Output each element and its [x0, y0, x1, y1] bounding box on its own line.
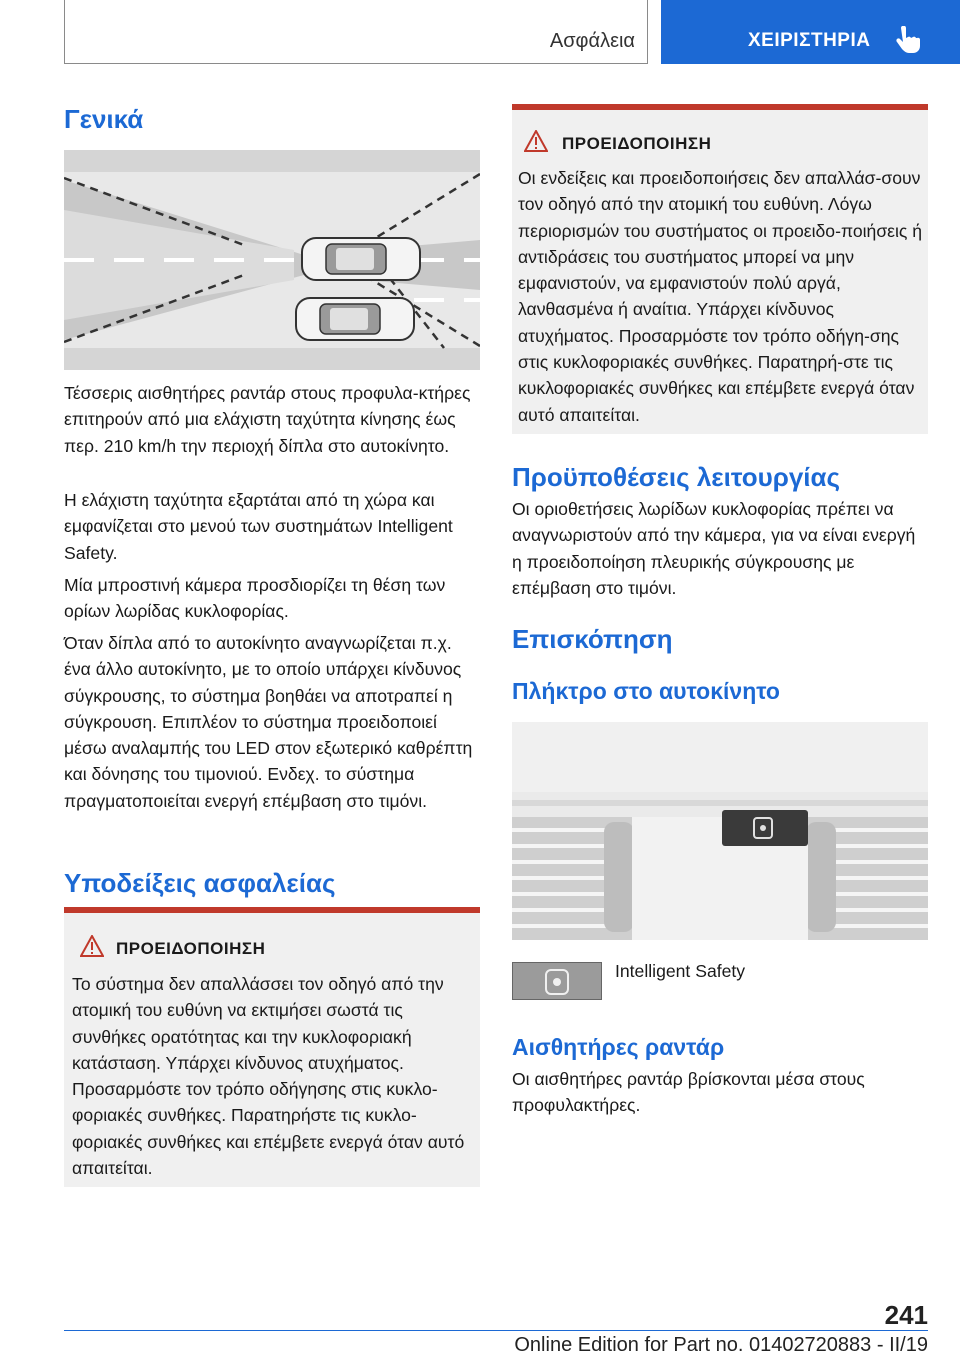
section-title-general: Γενικά [64, 104, 144, 134]
warning-label-left: ΠΡΟΕΙΔΟΠΟΙΗΣΗ [116, 939, 266, 958]
page-number: 241 [884, 1300, 928, 1330]
section-title-prerequisites: Προϋποθέσεις λειτουργίας [512, 462, 841, 492]
general-paragraph-4: Όταν δίπλα από το αυτοκίνητο αναγνωρίζεται π.χ. ένα άλλο αυτοκίνητο, με το οποίο υπάρχει κίνδυνος σύγκρουσης, το σύστημα βοηθάει να αποτραπεί η σύγκρουση. Επιπλέον το σύστημα προειδοποιεί μέσω αναλαμπής του LED στον εξωτερικό καθρέπτη και δόνησης του τιμονιού. Ενδεχ. το σύστημα πραγματοποιείται ενεργή επέμβαση στο τιμόνι. [64, 633, 473, 811]
footer-divider [64, 1330, 928, 1331]
radar-paragraph: Οι αισθητήρες ραντάρ βρίσκονται μέσα στους προφυλακτήρες. [512, 1069, 865, 1116]
section-title-overview: Επισκόπηση [512, 624, 673, 654]
edition-note: Online Edition for Part no. 01402720883 - II/19 [514, 1334, 928, 1356]
general-paragraph-1: Τέσσερις αισθητήρες ραντάρ στους προφυλα-κτήρες επιτηρούν από μια ελάχιστη ταχύτητα κίνησης έως περ. 210 km/h την περιοχή δίπλα στο αυτοκίνητο. [64, 383, 471, 456]
warning-triangle-icon [80, 935, 104, 957]
intelligent-safety-button-thumbnail [512, 962, 602, 1000]
header-chapter-tab[interactable] [661, 0, 960, 64]
dashboard-button-illustration [512, 722, 928, 940]
header-section-box [64, 0, 648, 64]
radar-diagram-figure [64, 150, 480, 370]
warning-text-right: Οι ενδείξεις και προειδοποιήσεις δεν απαλλάσ-σουν τον οδηγό από την ατομική του ευθύνη. Λόγω περιορισμών του συστήματος οι προειδο-ποιήσεις ή αντιδράσεις του συστήματος μπορεί να μην εμφανιστούν, να εμφανιστούν πολύ αργά, λανθασμένα ή αναίτια. Υπάρχει κίνδυνος ατυχήματος. Προσαρμόστε τον τρόπο οδήγη-σης στις κυκλοφοριακές συνθήκες. Παρατηρή-στε τις κυκλοφοριακές συνθήκες και επέμβετε ενεργά όταν αυτό απαιτείται. [518, 168, 923, 425]
subsection-title-radar: Αισθητήρες ραντάρ [512, 1034, 725, 1060]
warning-label-right: ΠΡΟΕΙΔΟΠΟΙΗΣΗ [562, 134, 712, 153]
prerequisites-paragraph: Οι οριοθετήσεις λωρίδων κυκλοφορίας πρέπει να αναγνωριστούν από την κάμερα, για να είναι ενεργή η προειδοποίηση πλευρικής σύγκρουσης με επέμβαση στο τιμόνι. [512, 499, 916, 598]
header-section-title: Ασφάλεια [549, 30, 635, 52]
button-photo-figure [512, 722, 928, 940]
warning-box-right [512, 104, 928, 434]
warning-box-left [64, 907, 480, 1187]
hand-pointer-icon [895, 26, 921, 54]
intelligent-safety-caption: Intelligent Safety [615, 961, 746, 981]
section-title-safety: Υποδείξεις ασφαλείας [64, 868, 336, 898]
subsection-title-button: Πλήκτρο στο αυτοκίνητο [512, 678, 780, 704]
header-chapter-title: ΧΕΙΡΙΣΤΗΡΙΑ [748, 30, 871, 51]
warning-text-left: Το σύστημα δεν απαλλάσσει τον οδηγό από την ατομική του ευθύνη να εκτιμήσει σωστά τις συνθήκες ορατότητας και την κυκλοφοριακή κατάσταση. Υπάρχει κίνδυνος ατυχήματος. Προσαρμόστε τον τρόπο οδήγησης στις κυκλο-φοριακές συνθήκες. Παρατηρήστε τις κυκλο-φοριακές συνθήκες και επέμβετε ενεργά όταν αυτό απαιτείται. [72, 974, 465, 1179]
car-safety-icon [513, 963, 602, 1000]
general-paragraph-2: Η ελάχιστη ταχύτητα εξαρτάται από τη χώρα και εμφανίζεται στο μενού των συστημάτων Intelligent Safety. [64, 490, 453, 563]
general-paragraph-3: Μία μπροστινή κάμερα προσδιορίζει τη θέση των ορίων λωρίδας κυκλοφορίας. [64, 575, 446, 622]
radar-coverage-diagram [64, 150, 480, 370]
warning-triangle-icon [524, 130, 548, 152]
